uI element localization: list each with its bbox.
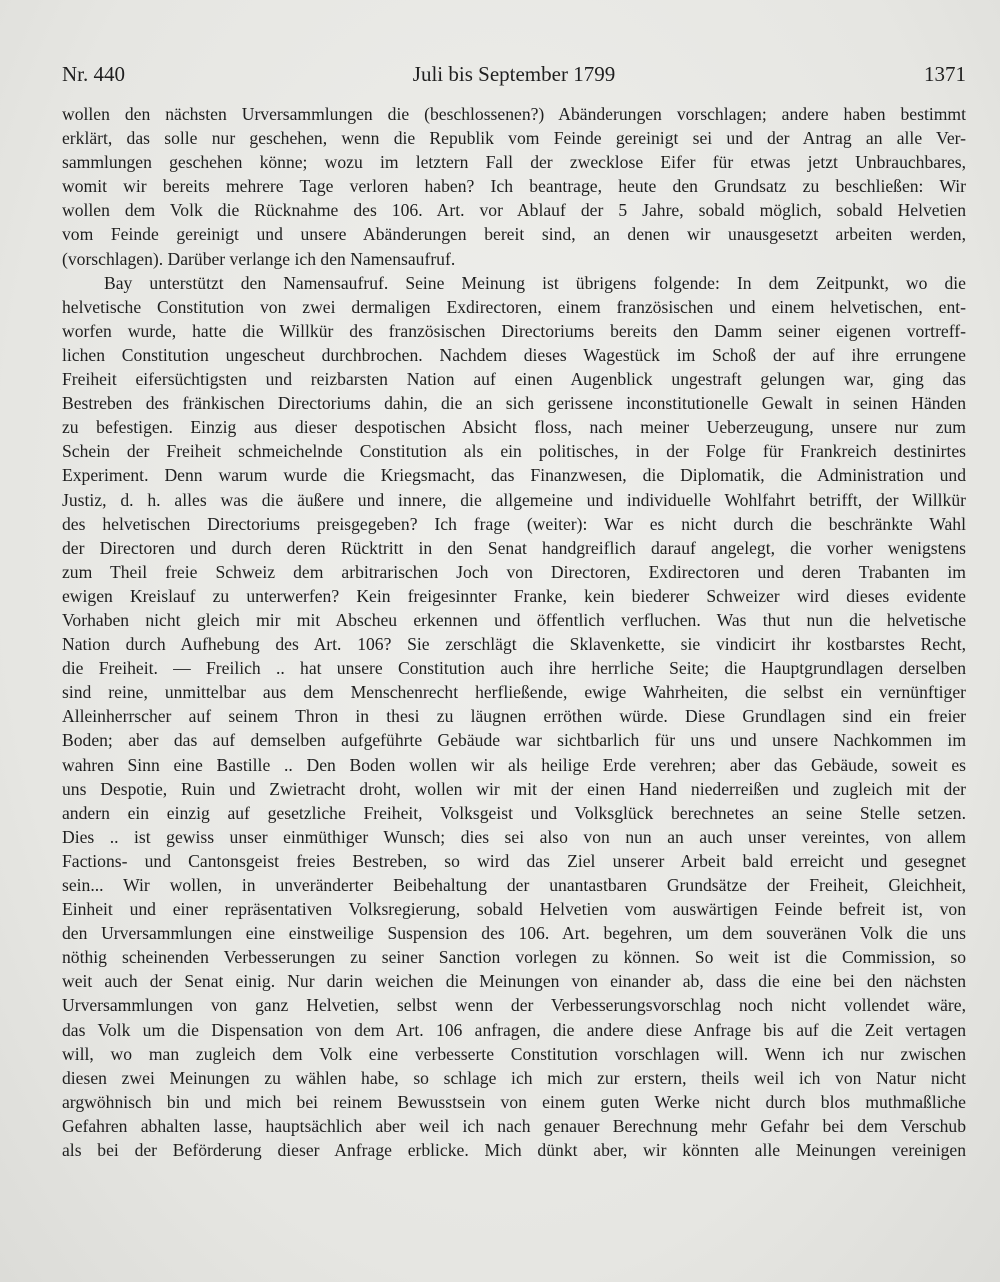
text-line: den Urversammlungen eine einstweilige Suspension des 106. Art. begehren, um dem souveränen Volk die uns — [62, 923, 966, 944]
document-number: Nr. 440 — [62, 62, 125, 86]
text-line: Gefahren abhalten lasse, hauptsächlich aber weil ich nach genauer Berechnung mehr Gefahr bei dem Verschub — [62, 1115, 966, 1136]
text-line: Schein der Freiheit schmeichelnde Constitution als ein politisches, in der Folge für Frankreich destinirtes — [62, 441, 966, 462]
text-line: Bestreben des fränkischen Directoriums dahin, die an sich gerissene inconstitutionelle Gewalt in seinen Händen — [62, 393, 966, 414]
page-header — [62, 62, 966, 92]
text-line: womit wir bereits mehrere Tage verloren haben? Ich beantrage, heute den Grundsatz zu beschließen: Wir — [62, 176, 966, 197]
text-line: sind reine, unmittelbar aus dem Menschenrecht herfließende, ewige Wahrheiten, die selbst ein vernünftiger — [62, 682, 966, 703]
text-line: Vorhaben nicht gleich mir mit Abscheu erkennen und öffentlich verfluchen. Was thut nun die helvetische — [62, 609, 966, 630]
text-line: (vorschlagen). Darüber verlange ich den Namensaufruf. — [62, 248, 456, 269]
text-line: des helvetischen Directoriums preisgegeben? Ich frage (weiter): War es nicht durch die beschränkte Wahl — [62, 513, 966, 534]
text-line: erklärt, das solle nur geschehen, wenn die Republik vom Feinde gereinigt sei und der Antrag an alle Ver- — [62, 128, 966, 149]
text-line: will, wo man zugleich dem Volk eine verbesserte Constitution vorschlagen will. Wenn ich nur zwischen — [62, 1043, 966, 1064]
text-line: als bei der Beförderung dieser Anfrage erblicke. Mich dünkt aber, wir könnten alle Meinungen vereinigen — [62, 1140, 966, 1161]
text-line: nöthig scheinenden Verbesserungen zu seiner Sanction vorlegen zu können. So weit ist die Commission, so — [62, 947, 966, 968]
text-line: uns Despotie, Ruin und Zwietracht droht, wollen wir mit der einen Hand niederreißen und zugleich mit der — [62, 778, 966, 799]
text-line: Nation durch Aufhebung des Art. 106? Sie zerschlägt die Sklavenkette, sie vindicirt ihr kostbarstes Recht, — [62, 634, 966, 655]
text-line: das Volk um die Dispensation von dem Art. 106 anfragen, die andere diese Anfrage bis auf die Zeit vertagen — [62, 1019, 966, 1040]
text-line: Urversammlungen von ganz Helvetien, selbst wenn der Verbesserungsvorschlag noch nicht vollendet wäre, — [62, 995, 966, 1016]
text-line: zu befestigen. Einzig aus dieser despotischen Absicht floss, nach meiner Ueberzeugung, unsere nur zum — [62, 417, 966, 438]
text-line: ewigen Kreislauf zu unterwerfen? Kein freigesinnter Franke, kein biederer Schweizer wird dieses evidente — [62, 585, 966, 606]
text-line: weit auch der Senat einig. Nur darin weichen die Meinungen von einander ab, dass die eine bei den nächsten — [62, 971, 966, 992]
text-line: Justiz, d. h. alles was die äußere und innere, die allgemeine und individuelle Wohlfahrt betrifft, der Willkür — [62, 489, 966, 510]
text-line: sammlungen geschehen könne; wozu im letztern Fall der zwecklose Eifer für etwas jetzt Unbrauchbares, — [62, 152, 966, 173]
text-line: sein... Wir wollen, in unveränderter Beibehaltung der unantastbaren Grundsätze der Freiheit, Gleichheit, — [62, 875, 966, 895]
text-line: worfen wurde, hatte die Willkür des französischen Directoriums bereits den Damm seiner eigenen vortreff- — [62, 320, 966, 341]
text-line: wollen dem Volk die Rücknahme des 106. Art. vor Ablauf der 5 Jahre, sobald möglich, sobald Helvetien — [62, 200, 966, 221]
text-line: argwöhnisch bin und mich bei reinem Bewusstsein von einem guten Werke nicht durch blos muthmaßliche — [62, 1091, 966, 1112]
text-line: Alleinherrscher auf seinem Thron in thesi zu läugnen erröthen würde. Diese Grundlagen sind ein freier — [62, 706, 966, 727]
text-line: Freiheit eifersüchtigsten und reizbarsten Nation auf einen Augenblick ungestraft gelungen war, ging das — [62, 369, 966, 390]
text-line: Factions- und Cantonsgeist freies Bestreben, so wird das Ziel unserer Arbeit bald erreicht und gesegnet — [62, 850, 966, 871]
text-line: wahren Sinn eine Bastille .. Den Boden wollen wir als heilige Erde verehren; aber das Gebäude, soweit es — [62, 754, 966, 775]
text-line: helvetische Constitution von zwei dermaligen Exdirectoren, einem französischen und einem helvetischen, ent- — [62, 296, 966, 317]
body-text — [62, 102, 966, 1162]
text-line: wollen den nächsten Urversammlungen die (beschlossenen?) Abänderungen vorschlagen; andere haben bestimmt — [62, 104, 966, 124]
text-line: vom Feinde gereinigt und unsere Abänderungen bereit sind, an denen wir unausgesetzt arbeiten werden, — [62, 224, 966, 245]
text-line: die Freiheit. — Freilich .. hat unsere Constitution auch ihre herrliche Seite; die Hauptgrundlagen derselben — [62, 658, 966, 679]
running-title: Juli bis September 1799 — [412, 62, 616, 86]
text-line: Dies .. ist gewiss unser einmüthiger Wunsch; dies sei also von nun an auch unser vereintes, von allem — [62, 826, 966, 847]
text-line: diesen zwei Meinungen zu wählen habe, so schlage ich mich zur erstern, theils weil ich von Natur nicht — [62, 1067, 966, 1088]
text-line: Bay unterstützt den Namensaufruf. Seine Meinung ist übrigens folgende: In dem Zeitpunkt, wo die — [104, 272, 966, 293]
text-line: Experiment. Denn warum wurde die Kriegsmacht, das Finanzwesen, die Diplomatik, die Administration und — [62, 465, 966, 486]
text-line: andern ein einzig auf gesetzliche Freiheit, Volksgeist und Volksglück berechnetes an seine Stelle setzen. — [62, 802, 966, 823]
text-line: Boden; aber das auf demselben aufgeführte Gebäude war sichtbarlich für uns und unsere Nachkommen im — [62, 730, 966, 751]
text-line: lichen Constitution ungescheut durchbrochen. Nachdem dieses Wagestück im Schoß der auf ihre errungene — [62, 344, 966, 365]
page-number: 1371 — [924, 62, 966, 86]
text-line: Einheit und einer repräsentativen Volksregierung, sobald Helvetien vom auswärtigen Feinde befreit ist, von — [62, 899, 966, 920]
text-line: zum Theil freie Schweiz dem arbitrarischen Joch von Directoren, Exdirectoren und deren Trabanten im — [62, 561, 966, 582]
text-line: der Directoren und durch deren Rücktritt in den Senat handgreiflich darauf angelegt, die vorher wenigstens — [62, 537, 966, 558]
